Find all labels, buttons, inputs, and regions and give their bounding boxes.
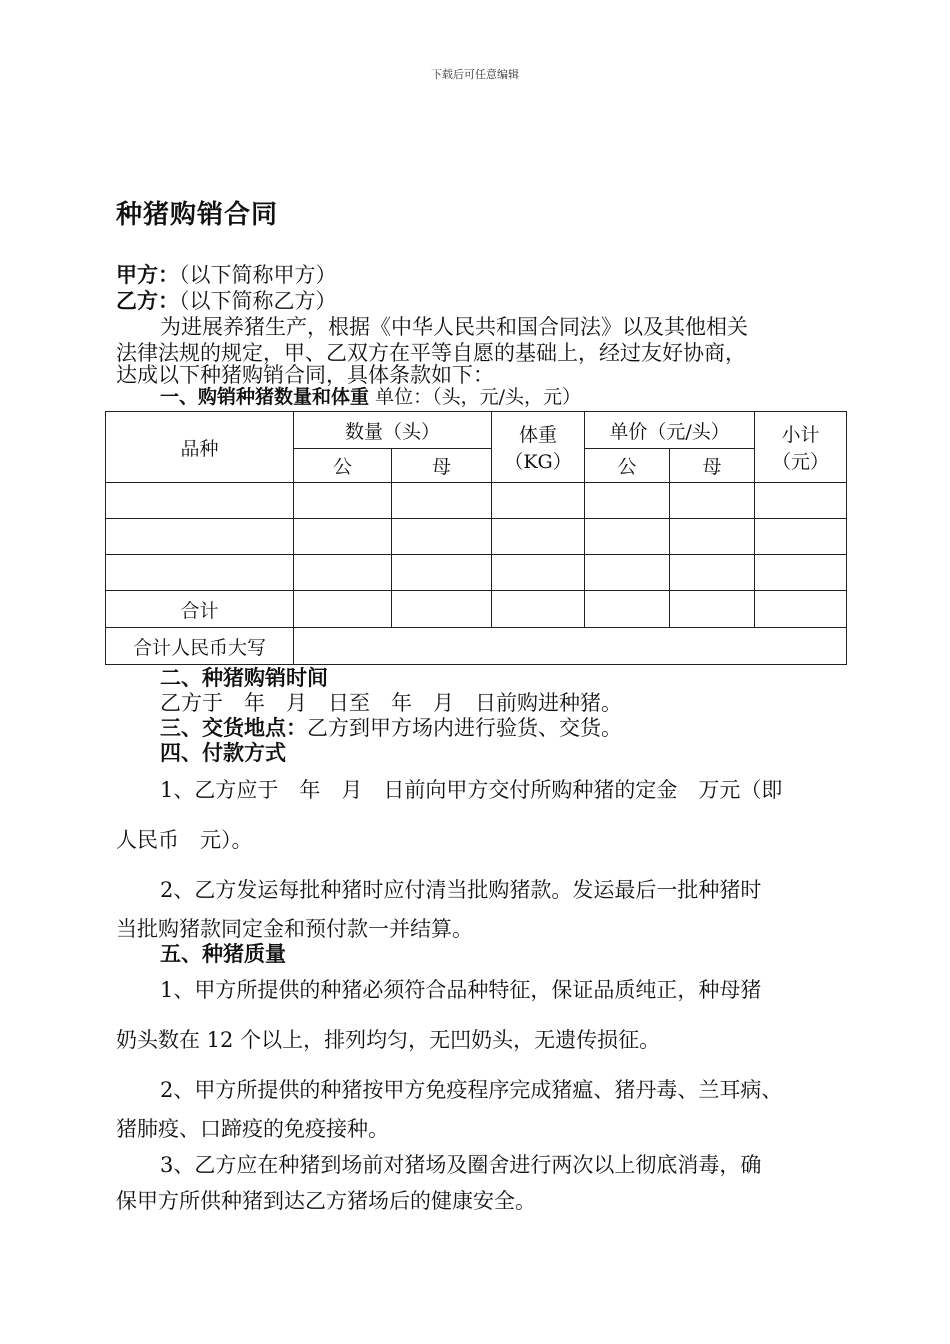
section-4-p1-line1: 1、乙方应于 年 月 日前向甲方交付所购种猪的定金 万元（即 [160, 778, 783, 802]
total-label: 合计 [106, 591, 294, 628]
header-quantity: 数量（头） [294, 412, 492, 449]
section-5-p3-line1: 3、乙方应在种猪到场前对猪场及圈舍进行两次以上彻底消毒，确 [160, 1153, 762, 1177]
intro-line-1: 为进展养猪生产，根据《中华人民共和国合同法》以及其他相关 [160, 315, 748, 339]
section-4-p2-line2: 当批购猪款同定金和预付款一并结算。 [116, 917, 473, 941]
section-1-heading-line [160, 386, 581, 408]
table-row [106, 519, 847, 555]
section-5-p2-line1: 2、甲方所提供的种猪按甲方免疫程序完成猪瘟、猪丹毒、兰耳病、 [160, 1078, 783, 1102]
section-2-body: 乙方于 年 月 日至 年 月 日前购进种猪。 [160, 691, 622, 715]
intro-line-2: 法律法规的规定，甲、乙双方在平等自愿的基础上，经过友好协商， [116, 341, 746, 365]
header-variety: 品种 [106, 412, 294, 483]
section-5-p1-line1: 1、甲方所提供的种猪必须符合品种特征，保证品质纯正，种母猪 [160, 978, 762, 1002]
header-weight [492, 412, 585, 483]
header-price-female: 母 [670, 449, 755, 483]
section-3-body: 乙方到甲方场内进行验货、交货。 [307, 716, 622, 740]
header-quantity-female: 母 [392, 449, 492, 483]
section-5-p3-line2: 保甲方所供种猪到达乙方猪场后的健康安全。 [116, 1189, 536, 1213]
section-4-p2-line1: 2、乙方发运每批种猪时应付清当批购猪款。发运最后一批种猪时 [160, 878, 762, 902]
party-a-label: 甲方： [116, 263, 179, 287]
table-header-row [106, 412, 847, 449]
section-3-heading: 三、交货地点： [160, 716, 307, 740]
header-weight-line1: 体重 [519, 424, 558, 446]
header-quantity-male: 公 [294, 449, 392, 483]
section-2-heading: 二、种猪购销时间 [160, 666, 328, 690]
party-a [116, 262, 337, 288]
section-4-p1-line2: 人民币 元）。 [116, 828, 253, 852]
party-b-text: （以下简称乙方） [179, 289, 337, 313]
total-rmb-label: 合计人民币大写 [106, 628, 294, 665]
section-5-heading: 五、种猪质量 [160, 942, 286, 966]
section-5-p2-line2: 猪肺疫、口蹄疫的免疫接种。 [116, 1117, 389, 1141]
document-title: 种猪购销合同 [116, 200, 279, 230]
intro-line-3: 达成以下种猪购销合同，具体条款如下： [116, 363, 494, 387]
header-subtotal [755, 412, 847, 483]
party-b [116, 288, 337, 314]
section-1-unit: 单位：（头，元/头，元） [375, 386, 581, 408]
header-note: 下载后可任意编辑 [431, 68, 519, 81]
party-b-label: 乙方： [116, 289, 179, 313]
header-subtotal-line2: （元） [772, 451, 830, 473]
section-3-line [160, 715, 622, 741]
header-unit-price: 单价（元/头） [585, 412, 755, 449]
section-5-p1-line2: 奶头数在 12 个以上，排列均匀，无凹奶头，无遗传损征。 [116, 1028, 661, 1052]
table-row [106, 483, 847, 519]
party-a-text: （以下简称甲方） [179, 263, 337, 287]
table-row [106, 555, 847, 591]
table-total-rmb-row [106, 628, 847, 665]
table-total-row [106, 591, 847, 628]
section-1-heading: 一、购销种猪数量和体重 [160, 386, 370, 408]
header-price-male: 公 [585, 449, 670, 483]
header-weight-line2: （KG） [504, 451, 572, 473]
purchase-table [105, 411, 847, 665]
section-4-heading: 四、付款方式 [160, 741, 286, 765]
header-subtotal-line1: 小计 [781, 424, 820, 446]
